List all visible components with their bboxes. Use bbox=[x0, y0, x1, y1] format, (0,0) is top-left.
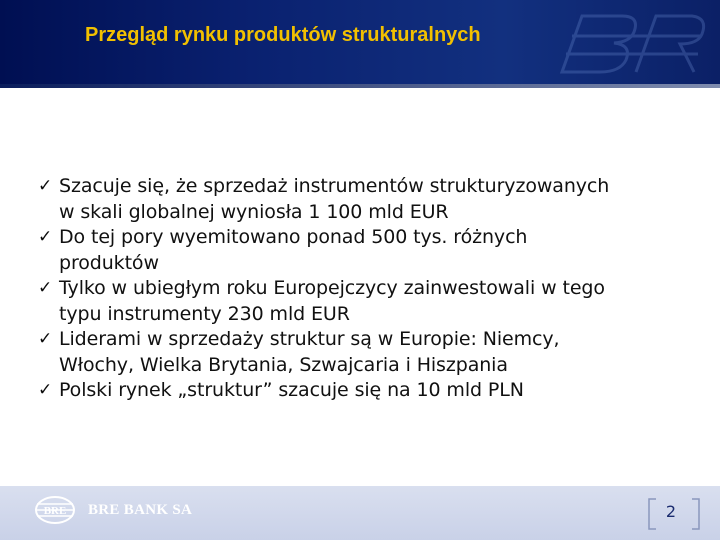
bullet-text bbox=[59, 225, 527, 276]
bullet-line: Tylko w ubiegłym roku Europejczycy zainwestowali w tego bbox=[59, 277, 605, 299]
bre-globe-logo bbox=[34, 495, 76, 525]
bullet-line: Szacuje się, że sprzedaż instrumentów strukturyzowanych bbox=[59, 175, 610, 197]
bullet-item bbox=[38, 327, 698, 378]
svg-text:BRE: BRE bbox=[43, 505, 67, 517]
bullet-text bbox=[59, 276, 605, 327]
bullet-line: typu instrumenty 230 mld EUR bbox=[59, 302, 350, 325]
bullet-text bbox=[59, 327, 559, 378]
check-icon: ✓ bbox=[38, 278, 53, 298]
bullet-line: Do tej pory wyemitowano ponad 500 tys. różnych bbox=[59, 226, 528, 248]
footer-brand: BRE BANK SA bbox=[88, 502, 193, 518]
bullet-item bbox=[38, 276, 698, 327]
bullet-item bbox=[38, 174, 698, 225]
bullet-item bbox=[38, 225, 698, 276]
slide-title: Przegląd rynku produktów strukturalnych bbox=[85, 24, 481, 46]
slide-header bbox=[0, 0, 720, 84]
bullet-line: Liderami w sprzedaży struktur są w Europie: Niemcy, bbox=[59, 328, 560, 350]
check-icon: ✓ bbox=[38, 176, 53, 196]
bre-watermark-logo bbox=[552, 6, 712, 82]
bullet-list bbox=[38, 174, 698, 404]
check-icon: ✓ bbox=[38, 227, 53, 247]
bullet-line: produktów bbox=[59, 251, 159, 274]
page-number: 2 bbox=[665, 502, 677, 521]
bullet-line: Włochy, Wielka Brytania, Szwajcaria i Hiszpania bbox=[59, 353, 508, 376]
bullet-line: w skali globalnej wyniosła 1 100 mld EUR bbox=[59, 200, 449, 223]
bullet-text bbox=[59, 174, 609, 225]
header-divider bbox=[0, 84, 720, 88]
check-icon: ✓ bbox=[38, 329, 53, 349]
bullet-text bbox=[59, 378, 524, 404]
bullet-item bbox=[38, 378, 698, 404]
check-icon: ✓ bbox=[38, 380, 53, 400]
bullet-line: Polski rynek „struktur” szacuje się na 10 mld PLN bbox=[59, 379, 524, 401]
